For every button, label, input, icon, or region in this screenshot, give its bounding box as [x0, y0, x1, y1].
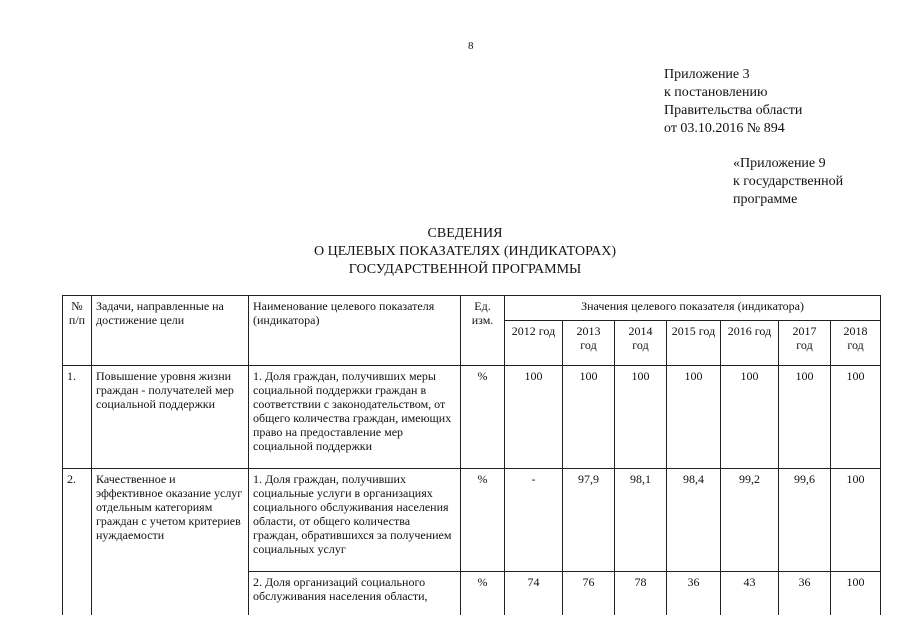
row-task: Качественное и эффективное оказание услуг отдельным категориям граждан с учетом критериев нуждаемости	[92, 469, 249, 619]
header-year: 2018 год	[831, 321, 881, 366]
header-unit: Ед. изм.	[461, 296, 505, 366]
row-num: 2.	[63, 469, 92, 619]
row-value: 36	[779, 572, 831, 619]
table-row	[63, 469, 881, 572]
row-value: 100	[667, 366, 721, 469]
header-year: 2016 год	[721, 321, 779, 366]
row-task: Повышение уровня жизни граждан - получателей мер социальной поддержки	[92, 366, 249, 469]
row-value: 99,2	[721, 469, 779, 572]
row-value: 78	[615, 572, 667, 619]
row-value: 76	[563, 572, 615, 619]
title-line: О ЦЕЛЕВЫХ ПОКАЗАТЕЛЯХ (ИНДИКАТОРАХ)	[314, 244, 616, 259]
header-num: № п/п	[63, 296, 92, 366]
row-value: 97,9	[563, 469, 615, 572]
row-indicator: 2. Доля организаций социального обслуживания населения области,	[249, 572, 461, 619]
appendix-9-header	[733, 155, 843, 209]
row-num: 1.	[63, 366, 92, 469]
row-value: 100	[831, 572, 881, 619]
header-task: Задачи, направленные на достижение цели	[92, 296, 249, 366]
row-unit: %	[461, 572, 505, 619]
header-year: 2013 год	[563, 321, 615, 366]
appendix-line: программе	[733, 192, 798, 207]
header-values-group: Значения целевого показателя (индикатора)	[505, 296, 881, 321]
row-value: 43	[721, 572, 779, 619]
row-unit: %	[461, 366, 505, 469]
header-year: 2015 год	[667, 321, 721, 366]
header-indicator: Наименование целевого показателя (индикатора)	[249, 296, 461, 366]
row-unit: %	[461, 469, 505, 572]
row-value: 98,1	[615, 469, 667, 572]
page-number: 8	[468, 40, 474, 52]
appendix-line: Правительства области	[664, 103, 803, 118]
row-value: 36	[667, 572, 721, 619]
title-line: ГОСУДАРСТВЕННОЙ ПРОГРАММЫ	[348, 262, 582, 277]
row-indicator: 1. Доля граждан, получивших социальные услуги в организациях социального обслуживания населения области, от общего количества граждан, обратившихся за получением социальных услуг	[249, 469, 461, 572]
document-title	[200, 225, 730, 279]
row-value: 100	[721, 366, 779, 469]
appendix-line: «Приложение 9	[733, 156, 826, 171]
indicators-table	[62, 295, 881, 619]
header-year: 2012 год	[505, 321, 563, 366]
appendix-line: Приложение 3	[664, 67, 750, 82]
row-indicator: 1. Доля граждан, получивших меры социальной поддержки граждан в соответствии с законодательством, от общего количества граждан, имеющих право на предоставление мер социальной поддержки	[249, 366, 461, 469]
row-value: 100	[831, 366, 881, 469]
row-value: 99,6	[779, 469, 831, 572]
appendix-3-header	[664, 66, 802, 138]
row-value: 100	[563, 366, 615, 469]
header-year: 2017 год	[779, 321, 831, 366]
table-row	[63, 366, 881, 469]
row-value: -	[505, 469, 563, 572]
row-value: 74	[505, 572, 563, 619]
row-value: 100	[505, 366, 563, 469]
row-value: 98,4	[667, 469, 721, 572]
row-value: 100	[779, 366, 831, 469]
appendix-line: к государственной	[733, 174, 844, 189]
row-value: 100	[831, 469, 881, 572]
page-bottom-edge	[0, 615, 905, 640]
appendix-line: от 03.10.2016 № 894	[664, 121, 785, 136]
header-year: 2014 год	[615, 321, 667, 366]
appendix-line: к постановлению	[664, 85, 768, 100]
row-value: 100	[615, 366, 667, 469]
title-line: СВЕДЕНИЯ	[427, 226, 503, 241]
